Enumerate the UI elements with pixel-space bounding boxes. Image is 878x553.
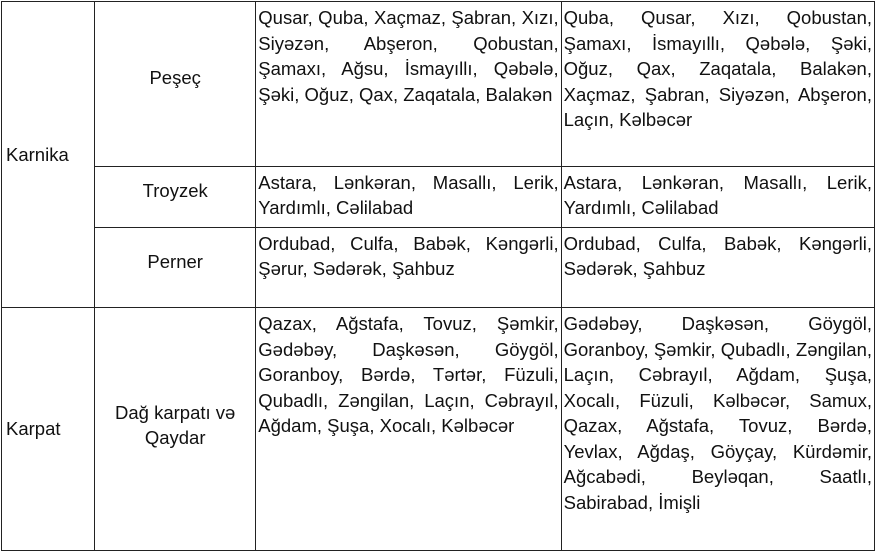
regions-cell: Ordubad, Culfa, Babək, Kəngərli, Şərur, Sədərək, Şahbuz — [256, 227, 561, 307]
subgroup-label-peshech: Peşeç — [149, 67, 201, 89]
group-label-karpat: Karpat — [6, 418, 61, 440]
subgroup-cell-troyzek — [95, 166, 256, 227]
group-label-karnika: Karnika — [6, 143, 69, 165]
regions-cell: Qazax, Ağstafa, Tovuz, Şəmkir, Gədəbəy, Daşkəsən, Göygöl, Goranboy, Bərdə, Tərtər, Füzuli, Qubadlı, Zəngilan, Laçın, Cəbrayıl, Ağdam, Şuşa, Xocalı, Kəlbəcər — [256, 308, 561, 551]
subgroup-label-perner: Perner — [147, 250, 203, 272]
table-row — [2, 2, 875, 167]
subgroup-cell-peshech — [95, 2, 256, 167]
regions-cell: Astara, Lənkəran, Masallı, Lerik, Yardımlı, Cəlilabad — [561, 166, 874, 227]
group-cell-karpat — [2, 308, 95, 551]
subgroup-label-dag-karpati: Dağ karpatı və Qaydar — [115, 401, 236, 449]
regions-cell: Quba, Qusar, Xızı, Qobustan, Şamaxı, İsmayıllı, Qəbələ, Şəki, Oğuz, Qax, Zaqatala, Balakən, Xaçmaz, Şabran, Siyəzən, Abşeron, Laçın, Kəlbəcər — [561, 2, 874, 167]
subgroup-cell-perner — [95, 227, 256, 307]
regions-cell: Qusar, Quba, Xaçmaz, Şabran, Xızı, Siyəzən, Abşeron, Qobustan, Şamaxı, Ağsu, İsmayıllı, Qəbələ, Şəki, Oğuz, Qax, Zaqatala, Balakən — [256, 2, 561, 167]
table-row — [2, 227, 875, 307]
breed-distribution-table — [1, 1, 875, 551]
regions-cell: Gədəbəy, Daşkəsən, Göygöl, Goranboy, Şəmkir, Qubadlı, Zəngilan, Laçın, Cəbrayıl, Ağdam, Şuşa, Xocalı, Füzuli, Kəlbəcər, Samux, Qazax, Ağstafa, Tovuz, Bərdə, Yevlax, Ağdaş, Göyçay, Kürdəmir, Ağcabədi, Beyləqan, Saatlı, Sabirabad, İmişli — [561, 308, 874, 551]
regions-cell: Ordubad, Culfa, Babək, Kəngərli, Sədərək, Şahbuz — [561, 227, 874, 307]
subgroup-cell-dag-karpati — [95, 308, 256, 551]
group-cell-karnika — [2, 2, 95, 308]
regions-cell: Astara, Lənkəran, Masallı, Lerik, Yardımlı, Cəlilabad — [256, 166, 561, 227]
subgroup-label-troyzek: Troyzek — [142, 179, 208, 201]
table-row — [2, 166, 875, 227]
table-row — [2, 308, 875, 551]
